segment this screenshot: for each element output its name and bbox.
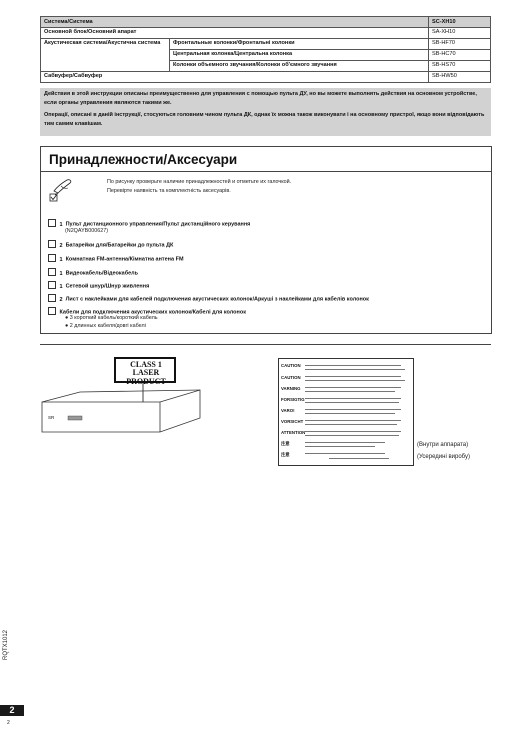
- subwoofer-model: SB-HW50: [429, 71, 491, 82]
- accessory-item: 2 Батарейки для/Батарейки до пульта ДК: [48, 240, 173, 249]
- spec-table: [40, 16, 491, 83]
- accessory-item: Кабели для подключения акустических колонок/Кабелі для колонок: [48, 307, 246, 316]
- spec-row-main-unit: [41, 27, 491, 38]
- speaker-front-model: SB-HF70: [429, 38, 491, 49]
- speaker-front-label: Фронтальные колонки/Фронтальні колонки: [170, 38, 429, 49]
- spec-row-speaker: [41, 38, 491, 49]
- accessory-item: 1 Пульт дистанционного управления/Пульт дистанційного керування: [48, 219, 250, 228]
- system-model: SC-XH10: [429, 17, 491, 28]
- subwoofer-label: Сабвуфер/Сабвуфер: [41, 71, 429, 82]
- checkbox[interactable]: [48, 254, 56, 262]
- speaker-surround-label: Колонки объемного звучания/Колонки об'ємного звучання: [170, 60, 429, 71]
- page-number: 2: [0, 705, 24, 716]
- document-code: RQTX1012: [3, 629, 9, 660]
- spec-row-system: [41, 17, 491, 28]
- speaker-label: Акустическая система/Акустична система: [41, 38, 170, 71]
- accessory-item: 1 Сетевой шнур/Шнур живлення: [48, 281, 149, 290]
- hand-checkmark-icon: [49, 177, 73, 203]
- intro-line-uk: Перевірте наявність та комплектність аксесуарів.: [107, 187, 231, 194]
- checkbox[interactable]: [48, 294, 56, 302]
- accessory-item: 2 Лист с наклейками для кабелей подключения акустических колонок/Аркуші з наклейками для кабелів колонок: [48, 294, 369, 303]
- accessory-item: 1 Комнатная FM-антенна/Кімнатна антена FM: [48, 254, 184, 263]
- accessory-item: 1 Видеокабель/Відеокабель: [48, 268, 138, 277]
- checkbox[interactable]: [48, 281, 56, 289]
- panel-text: SR: [48, 415, 55, 420]
- speaker-surround-model: SB-HS70: [429, 60, 491, 71]
- spec-row-subwoofer: [41, 71, 491, 82]
- checkbox[interactable]: [48, 219, 56, 227]
- speaker-center-label: Центральная колонка/Центральна колонка: [170, 49, 429, 60]
- checkbox[interactable]: [48, 240, 56, 248]
- notice-uk: Операції, описані в даній інструкції, стосуються головним чином пульта ДК, однак їх можна також виконувати і на основному пристрої, якщо вони відповідають тим самим клавішам.: [44, 112, 485, 127]
- checkbox[interactable]: [48, 307, 56, 315]
- remote-code: (N2QAYB000627): [65, 228, 109, 234]
- notice-ru: Действия в этой инструкции описаны преимущественно для управления с помощью пульта ДУ, но вы можете выполнять действия на основном устройстве, если органы управления являются такими же.: [44, 91, 477, 106]
- cable-sub-short: ● 3 короткий кабель/короткий кабель: [65, 315, 158, 321]
- intro-line-ru: По рисунку проверьте наличие принадлежностей и отметьте их галочкой.: [107, 179, 292, 185]
- main-unit-label: Основной блок/Основний апарат: [41, 27, 429, 38]
- page-number-small: 2: [7, 720, 10, 726]
- accessories-title: Принадлежности/Аксесуари: [49, 152, 238, 167]
- checkbox[interactable]: [48, 268, 56, 276]
- cable-sub-long: ● 2 длинных кабеля/довгі кабелі: [65, 323, 146, 329]
- warning-label: CAUTION CAUTION VARNING FORSIGTIG VARO! VORSICHT ATTENTION 注意 注意: [278, 358, 414, 466]
- inside-unit-uk: (Усередині виробу): [417, 454, 470, 460]
- accessories-box: [40, 146, 492, 334]
- inside-unit-ru: (Внутри аппарата): [417, 442, 469, 448]
- system-label: Система/Система: [41, 17, 429, 28]
- speaker-center-model: SB-HC70: [429, 49, 491, 60]
- title-rule: [41, 171, 491, 172]
- accessories-intro: [107, 178, 291, 195]
- notice-box: [40, 88, 491, 136]
- laser-label-text: CLASS 1 LASER PRODUCT: [126, 360, 166, 386]
- main-unit-model: SA-XH10: [429, 27, 491, 38]
- section-divider: [40, 344, 491, 345]
